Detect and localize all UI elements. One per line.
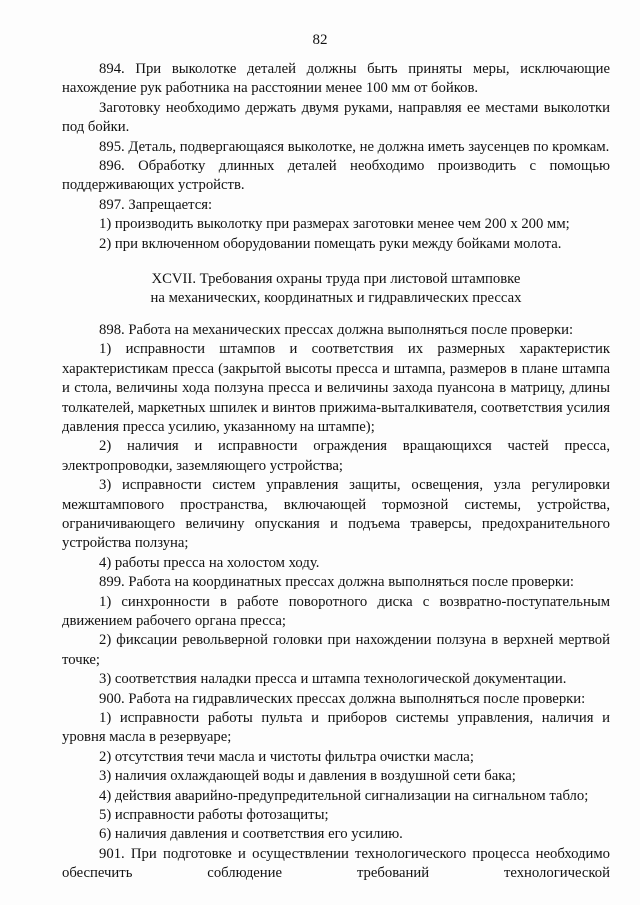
- paragraph-898-item-3: 3) исправности систем управления защиты, освещения, узла регулировки межштампового пространства, включающей тормозной системы, устройства, ограничивающего величину опускания и подъема траверсы, предохранительного устройства ползуна;: [62, 477, 610, 552]
- paragraph-897: 897. Запрещается:: [99, 196, 213, 213]
- document-body: [62, 60, 610, 884]
- paragraph-899-item-1: 1) синхронности в работе поворотного диска с возвратно-поступательным движением рабочего органа пресса;: [62, 593, 610, 629]
- paragraph-898-item-2: 2) наличия и исправности ограждения вращающихся частей пресса, электропроводки, заземляющего устройства;: [62, 438, 610, 474]
- paragraph-900-item-2: 2) отсутствия течи масла и чистоты фильтра очистки масла;: [99, 748, 474, 765]
- paragraph-895: 895. Деталь, подвергающаяся выколотке, не должна иметь заусенцев по кромкам.: [99, 138, 610, 155]
- section-heading: [62, 270, 610, 309]
- paragraph-894-continuation: Заготовку необходимо держать двумя руками, направляя ее местами выколотки под бойки.: [62, 99, 610, 136]
- paragraph-900-item-3: 3) наличия охлаждающей воды и давления в воздушной сети бака;: [99, 768, 516, 785]
- paragraph-897-item-2: 2) при включенном оборудовании помещать руки между бойками молота.: [99, 235, 562, 252]
- paragraph-900-item-6: 6) наличия давления и соответствия его усилию.: [99, 826, 403, 843]
- paragraph-899-item-3: 3) соответствия наладки пресса и штампа технологической документации.: [99, 671, 567, 688]
- section-heading-line-2: на механических, координатных и гидравлических прессах: [150, 290, 522, 307]
- section-heading-line-1: XCVII. Требования охраны труда при листовой штамповке: [151, 271, 521, 288]
- page-number: 82: [312, 32, 328, 48]
- paragraph-900-item-5: 5) исправности работы фотозащиты;: [99, 807, 329, 824]
- paragraph-897-item-1: 1) производить выколотку при размерах заготовки менее чем 200 х 200 мм;: [99, 216, 570, 233]
- paragraph-899-item-2: 2) фиксации револьверной головки при нахождении ползуна в верхней мертвой точке;: [62, 632, 610, 668]
- paragraph-898-item-4: 4) работы пресса на холостом ходу.: [99, 554, 320, 571]
- paragraph-900-item-1: 1) исправности работы пульта и приборов системы управления, наличия и уровня масла в резервуаре;: [62, 710, 610, 746]
- paragraph-900-item-4: 4) действия аварийно-предупредительной сигнализации на сигнальном табло;: [99, 787, 589, 804]
- paragraph-896: 896. Обработку длинных деталей необходимо производить с помощью поддерживающих устройств.: [62, 158, 610, 194]
- paragraph-899: 899. Работа на координатных прессах должна выполняться после проверки:: [99, 574, 575, 591]
- paragraph-898: 898. Работа на механических прессах должна выполняться после проверки:: [99, 321, 574, 338]
- paragraph-901: 901. При подготовке и осуществлении технологического процесса необходимо обеспечить соблюдение требований технологической: [62, 845, 610, 882]
- paragraph-898-item-1: 1) исправности штампов и соответствия их размерных характеристик характеристикам пресса (закрытой высоты пресса и штампа, размеров в плане штампа и стола, величины хода ползуна пресса и величины захода пуансона в матрицу, длины толкателей, маркетных шпилек и винтов прижима-выталкивателя, соответствия усилия давления пресса усилию, указанному на штампе);: [62, 341, 610, 435]
- paragraph-894: 894. При выколотке деталей должны быть приняты меры, исключающие нахождение рук работника на расстоянии менее 100 мм от бойков.: [62, 61, 610, 97]
- paragraph-900: 900. Работа на гидравлических прессах должна выполняться после проверки:: [99, 690, 586, 707]
